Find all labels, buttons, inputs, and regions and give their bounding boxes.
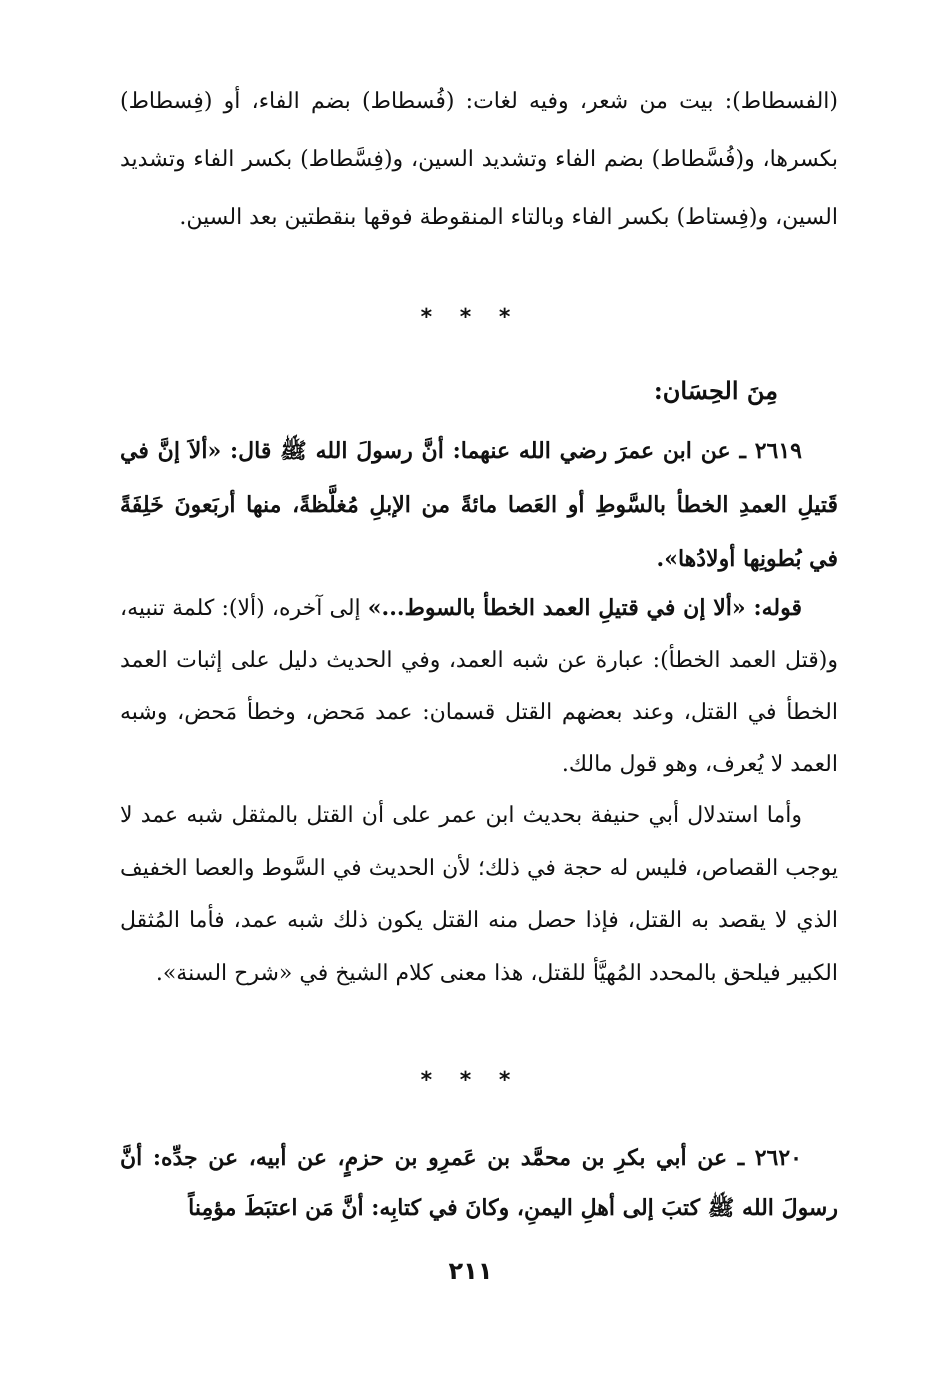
hadith-text: ٢٦١٩ ـ عن ابن عمرَ رضي الله عنهما: أنَّ رسولَ الله ﷺ قال: «ألاَ إنَّ في قَتيلِ العمدِ الخطأ بالسَّوطِ أو العَصا مائةً من الإبلِ مُغلَّظةً، منها أربَعونَ خَلِفَةً في بُطونِها أولادُها». <box>120 438 838 572</box>
abu-hanifa-paragraph <box>120 790 838 1000</box>
section-separator: * * * <box>420 305 521 330</box>
commentary-text <box>120 582 838 791</box>
paragraph-text: وأما استدلال أبي حنيفة بحديث ابن عمر على أن القتل بالمثقل شبه عمد لا يوجب القصاص، فليس له حجة في ذلك؛ لأن الحديث في السَّوط والعصا الخفيف الذي لا يقصد به القتل، فإذا حصل منه القتل يكون ذلك شبه عمد، فأما المُثقل الكبير فيلحق بالمحدد المُهيَّأ للقتل، هذا معنى كلام الشيخ في «شرح السنة». <box>120 803 838 986</box>
commentary-body: إلى آخره، (ألا): كلمة تنبيه، و(قتل العمد الخطأ): عبارة عن شبه العمد، وفي الحديث دليل على إثبات العمد الخطأ في القتل، وعند بعضهم القتل قسمان: عمد مَحض، وخطأ مَحض، وشبه العمد لا يُعرف، وهو قول مالك. <box>120 596 838 777</box>
paragraph-text: (الفسطاط): بيت من شعر، وفيه لغات: (فُسطاط) بضم الفاء، أو (فِسطاط) بكسرها، و(فُسَّطاط) بضم الفاء وتشديد السين، و(فِسَّطاط) بكسر الفاء وتشديد السين، و(فِستاط) بكسر الفاء وبالتاء المنقوطة فوقها بنقطتين بعد السين. <box>120 89 838 230</box>
hadith-2619 <box>120 424 838 586</box>
commentary-quote: قوله: «ألا إن في قتيلِ العمد الخطأ بالسوط...» <box>367 595 802 621</box>
commentary-paragraph <box>120 582 838 791</box>
section-separator: * * * <box>420 1068 521 1093</box>
section-heading: مِنَ الحِسَان: <box>653 376 778 405</box>
hadith-text: ٢٦٢٠ ـ عن أبي بكرِ بن محمَّد بن عَمرِو بن حزمٍ، عن أبيه، عن جدِّه: أنَّ رسولَ الله ﷺ كتبَ إلى أهلِ اليمنِ، وكانَ في كتابِه: أنَّ مَن اعتبَطَ مؤمِناً <box>120 1145 838 1221</box>
fustat-definition-paragraph <box>120 73 838 247</box>
page-number: ٢١١ <box>448 1257 493 1285</box>
hadith-2620 <box>120 1133 838 1233</box>
